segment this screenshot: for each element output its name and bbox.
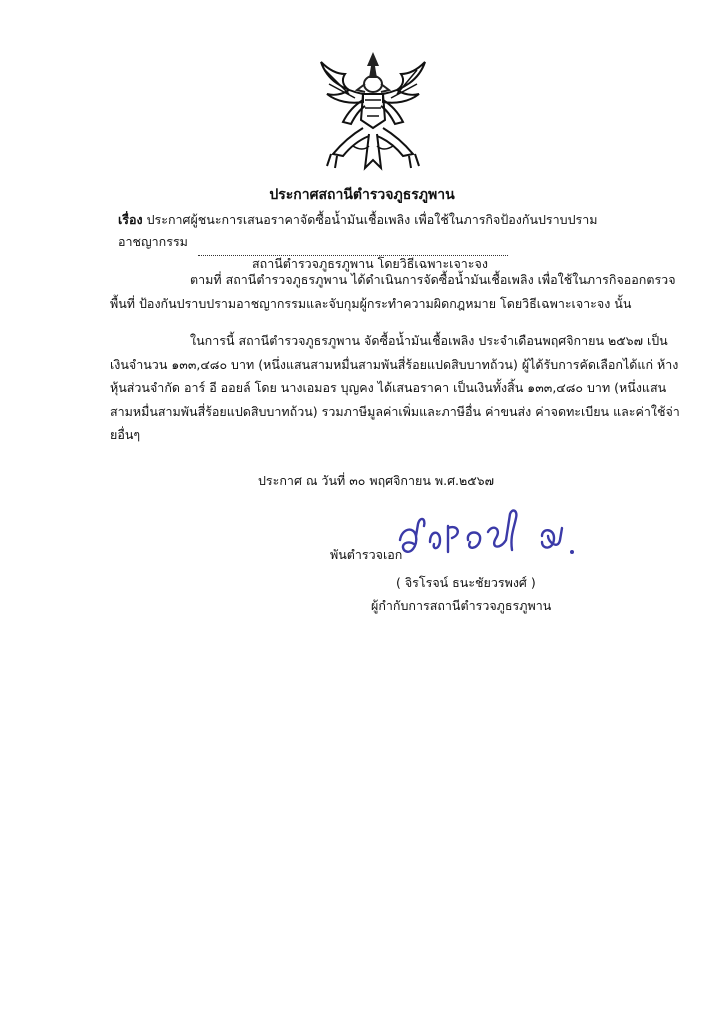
document-title: ประกาศสถานีตำรวจภูธรภูพาน [269, 187, 455, 203]
subject-block [118, 209, 638, 275]
subject-line-1: ประกาศผู้ชนะการเสนอราคาจัดซื้อน้ำมันเชื้อเพลิง เพื่อใช้ในภารกิจป้องกันปราบปรามอาชญากรรม [118, 212, 598, 249]
announce-date: ประกาศ ณ วันที่ ๓๐ พฤศจิกายน พ.ศ.๒๕๖๗ [258, 473, 495, 488]
signer-rank: พันตำรวจเอก [330, 547, 403, 562]
subject-label: เรื่อง [118, 212, 143, 227]
subject-line-2: สถานีตำรวจภูธรภูพาน โดยวิธีเฉพาะเจาะจง [252, 256, 488, 271]
paragraph-2-text: ในการนี้ สถานีตำรวจภูธรภูพาน จัดซื้อน้ำมันเชื้อเพลิง ประจำเดือนพฤศจิกายน ๒๕๖๗ เป็นเงินจำนวน ๑๓๓,๔๘๐ บาท (หนึ่งแสนสามหมื่นสามพันสี่ร้อยแปดสิบบาทถ้วน) ผู้ได้รับการคัดเลือกได้แก่ ห้างหุ้นส่วนจำกัด อาร์ อี ออยล์ โดย นางเอมอร บุญคง ได้เสนอราคา เป็นเงินทั้งสิ้น ๑๓๓,๔๘๐ บาท (หนึ่งแสนสามหมื่นสามพันสี่ร้อยแปดสิบบาทถ้วน) รวมภาษีมูลค่าเพิ่มและภาษีอื่น ค่าขนส่ง ค่าจดทะเบียน และค่าใช้จ่ายอื่นๆ [110, 333, 680, 442]
paragraph-2 [110, 329, 680, 447]
paragraph-1-text: ตามที่ สถานีตำรวจภูธรภูพาน ได้ดำเนินการจัดซื้อน้ำมันเชื้อเพลิง เพื่อใช้ในภารกิจออกตรวจพื้นที่ ป้องกันปราบปรามอาชญากรรมและจับกุมผู้กระทำความผิดกฎหมาย โดยวิธีเฉพาะเจาะจง นั้น [110, 272, 676, 311]
dotted-divider [198, 249, 508, 256]
handwritten-signature [392, 506, 580, 572]
garuda-emblem-icon [313, 50, 433, 172]
signer-position: ผู้กำกับการสถานีตำรวจภูธรภูพาน [371, 598, 552, 613]
paragraph-1 [110, 268, 680, 315]
signer-name: ( จิรโรจน์ ธนะชัยวรพงศ์ ) [396, 575, 536, 590]
